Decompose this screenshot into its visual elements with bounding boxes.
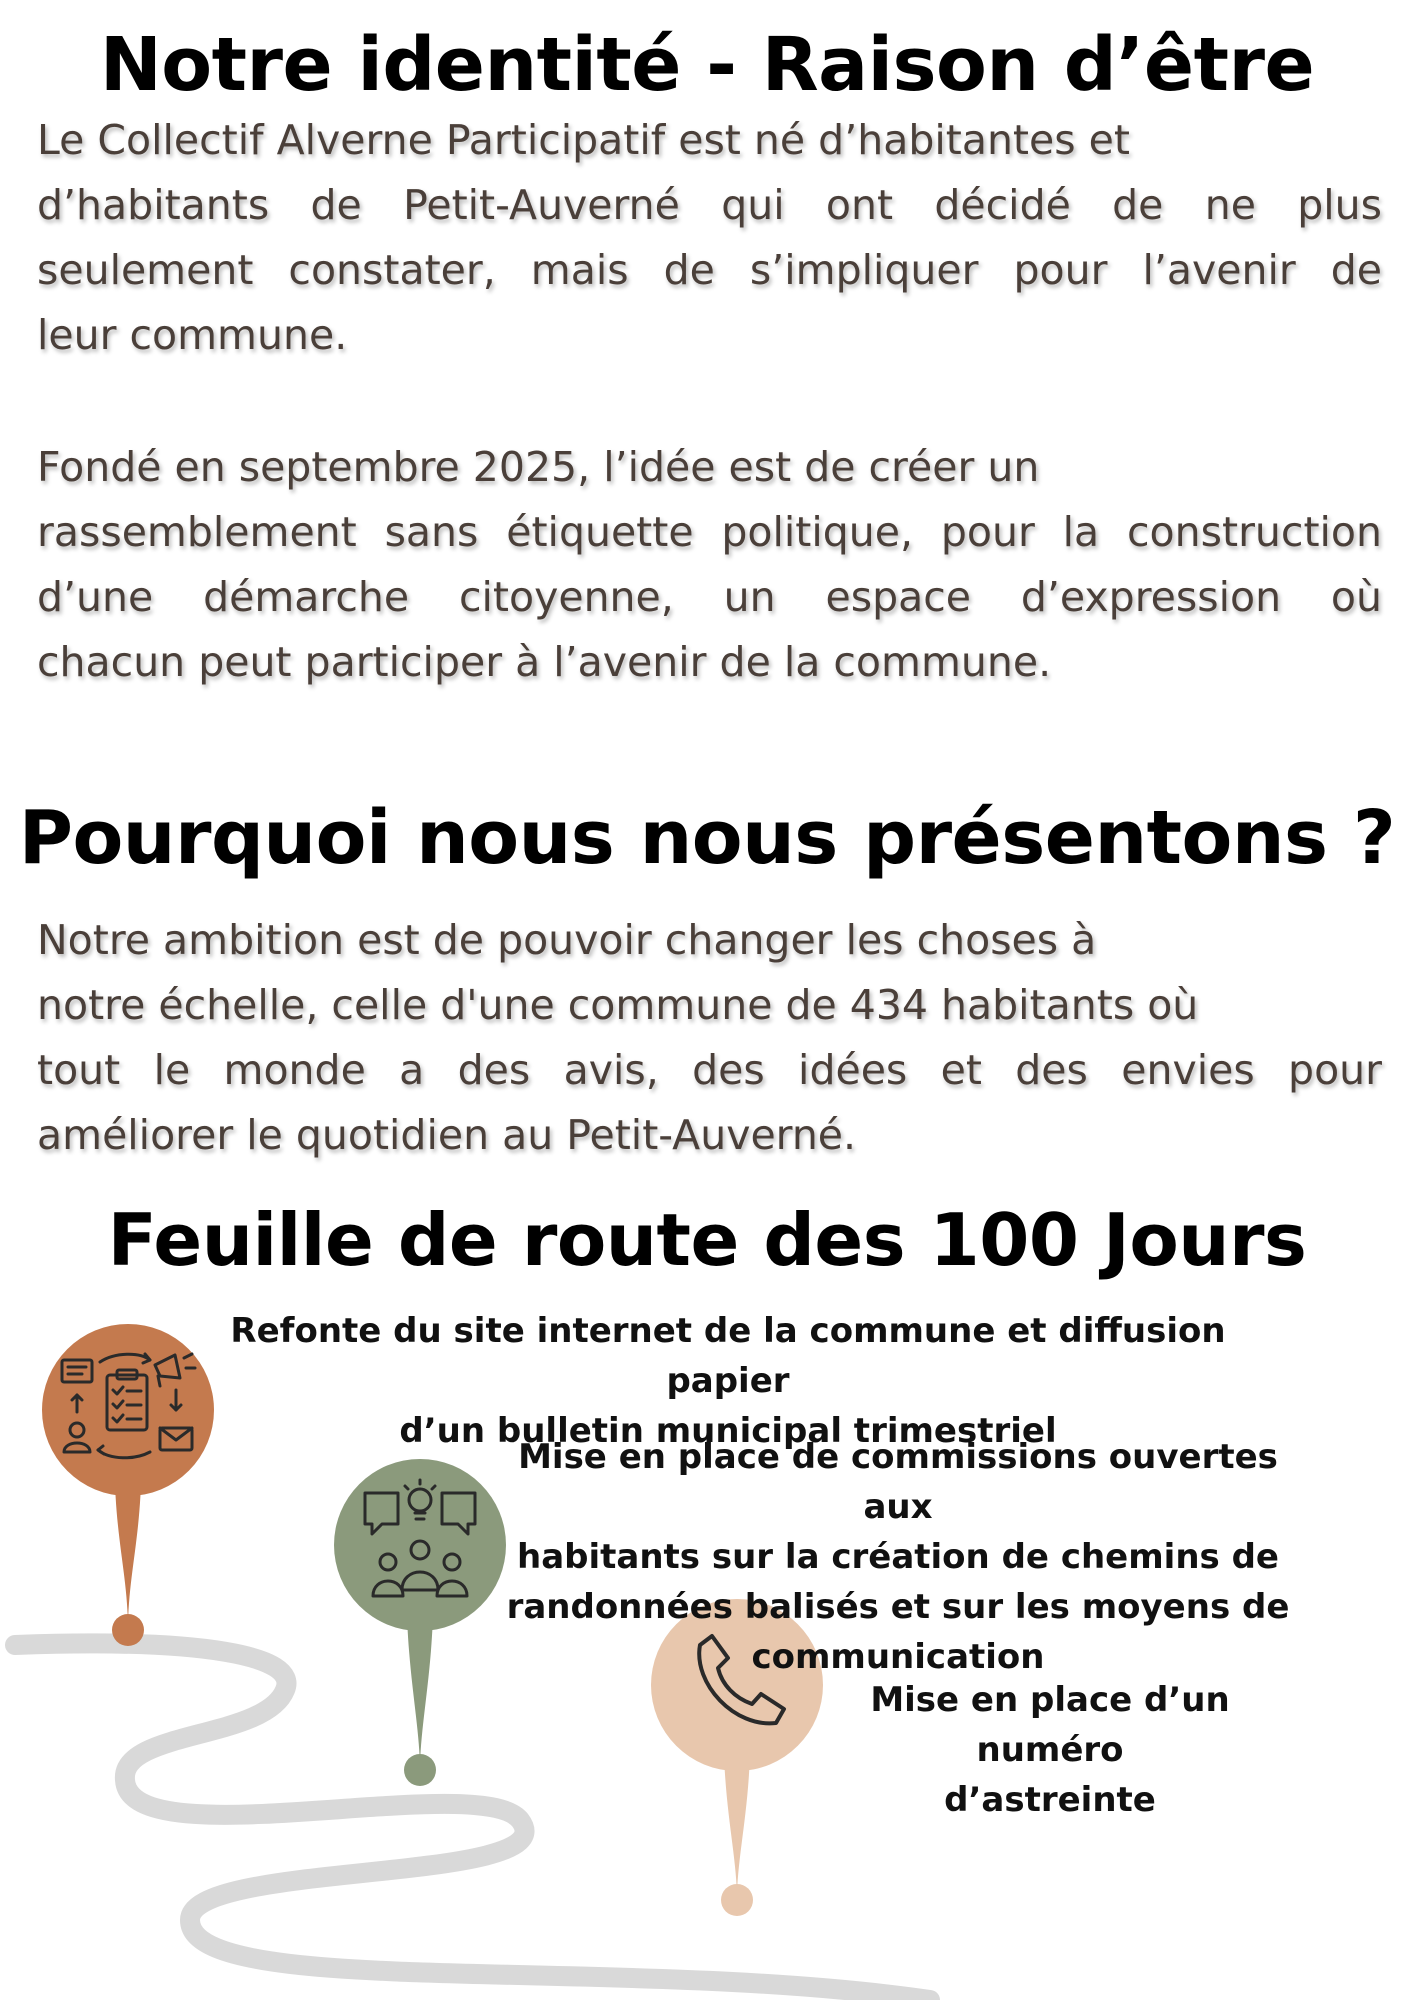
- identity-title: Notre identité - Raison d’être: [99, 22, 1315, 108]
- roadmap-title: Feuille de route des 100 Jours: [107, 1198, 1307, 1282]
- step-line: communication: [751, 1637, 1045, 1677]
- step-line: d’astreinte: [944, 1780, 1156, 1820]
- why-title: Pourquoi nous nous présentons ?: [18, 795, 1396, 881]
- step-line: Mise en place de commissions ouvertes aux: [518, 1437, 1278, 1527]
- paragraph-line: notre échelle, celle d'une commune de 434 habitants où: [37, 981, 1199, 1029]
- paragraph-line: d’habitants de Petit-Auverné qui ont décidé de ne plus: [37, 181, 1382, 229]
- paragraph-line: seulement constater, mais de s’impliquer pour l’avenir de: [37, 246, 1382, 294]
- paragraph-line: d’une démarche citoyenne, un espace d’expression où: [37, 573, 1382, 621]
- paragraph-line: améliorer le quotidien au Petit-Auverné.: [37, 1111, 857, 1159]
- paragraph-line: leur commune.: [37, 311, 348, 359]
- paragraph-line: chacun peut participer à l’avenir de la commune.: [37, 638, 1052, 686]
- step-line: Refonte du site internet de la commune et diffusion papier: [230, 1311, 1226, 1401]
- paragraph-line: Notre ambition est de pouvoir changer les choses à: [37, 916, 1097, 964]
- step-line: randonnées balisés et sur les moyens de: [506, 1587, 1290, 1627]
- identity-paragraph-1: [37, 108, 1382, 368]
- roadmap-step-3: [800, 1675, 1300, 1825]
- roadmap-step-2: [478, 1432, 1318, 1682]
- paragraph-line: Fondé en septembre 2025, l’idée est de créer un: [37, 443, 1040, 491]
- paragraph-line: rassemblement sans étiquette politique, pour la construction: [37, 508, 1382, 556]
- paragraph-line: Le Collectif Alverne Participatif est né d’habitantes et: [37, 116, 1130, 164]
- step-line: habitants sur la création de chemins de: [517, 1537, 1279, 1577]
- identity-paragraph-2: [37, 435, 1382, 695]
- step-line: d’un bulletin municipal trimestriel: [399, 1411, 1057, 1451]
- why-paragraph: [37, 908, 1382, 1168]
- paragraph-line: tout le monde a des avis, des idées et des envies pour: [37, 1046, 1382, 1094]
- step-line: Mise en place d’un numéro: [870, 1680, 1230, 1770]
